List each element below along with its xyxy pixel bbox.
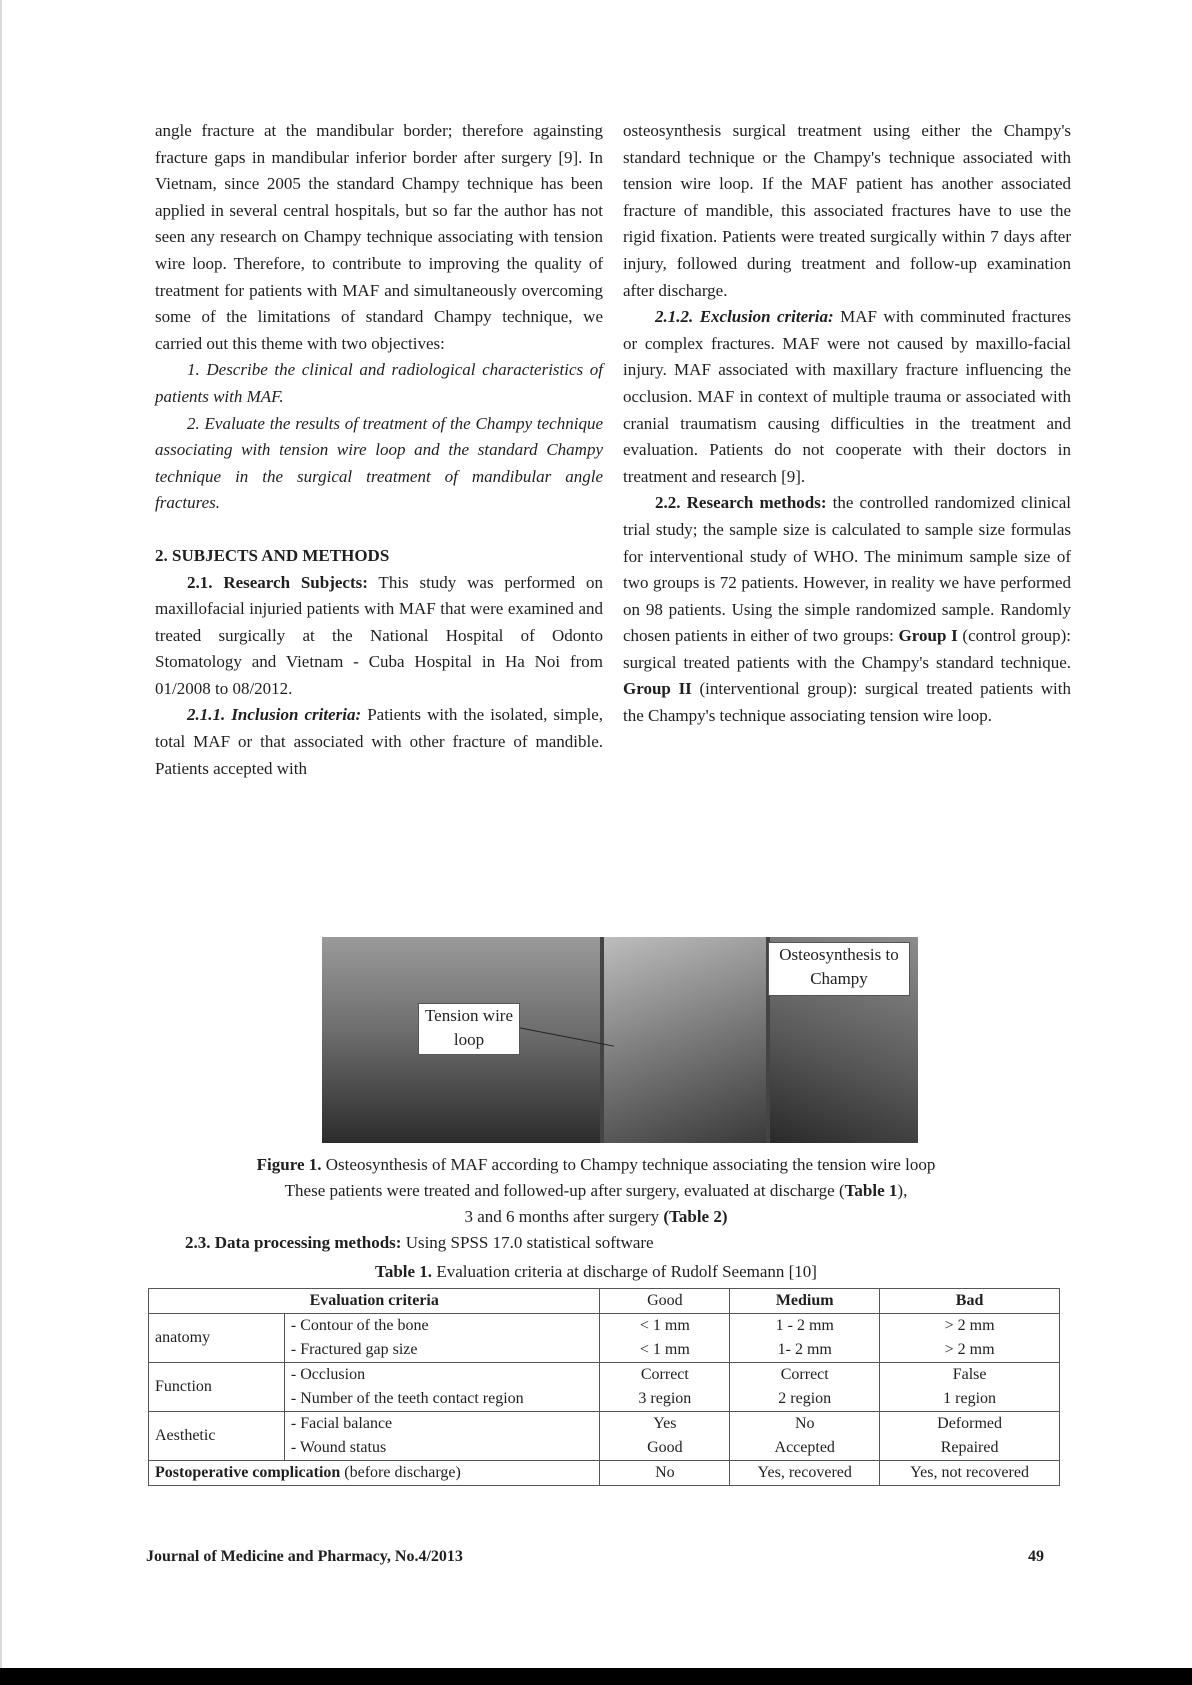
table-cell: Yes, not recovered — [880, 1461, 1060, 1486]
cell-line: 1 region — [943, 1390, 997, 1407]
exclusion-criteria-paragraph — [623, 304, 1071, 490]
data-processing-methods — [185, 1230, 654, 1256]
paragraph-text: This study was performed on maxillofacial injuried patients with MAF that were examined and treated surgically at the National Hospital of Odonto Stomatology and Vietnam - Cuba Hospital in Ha Noi from 01/2008 to 08/2012. — [155, 572, 603, 698]
cell-line: Good — [647, 1439, 683, 1456]
table-row — [149, 1461, 1060, 1486]
table-cell — [284, 1412, 600, 1461]
cell-line: Correct — [780, 1366, 829, 1383]
table-category-cell: Function — [149, 1363, 285, 1412]
cell-line: 1- 2 mm — [777, 1341, 832, 1358]
group-1-label: Group I — [898, 626, 958, 646]
table-header-row — [149, 1289, 1060, 1314]
paragraph-text: the controlled randomized clinical trial study; the sample size is calculated to sample size formulas for interventional study of WHO. The minimum sample size of two groups is 72 patients. However, in reality we have performed on 98 patients. Using the simple randomized sample. Randomly chosen patients in either of two groups: — [623, 493, 1071, 646]
cell-line: - Number of the teeth contact region — [290, 1390, 524, 1407]
row-label-bold: Postoperative complication — [155, 1464, 341, 1481]
table-cell — [284, 1314, 600, 1363]
table-ref: (Table 2) — [663, 1207, 728, 1226]
figure-1-photos — [322, 937, 918, 1143]
table-cell — [880, 1314, 1060, 1363]
table-cell — [880, 1363, 1060, 1412]
table-category-cell: anatomy — [149, 1314, 285, 1363]
paragraph: angle fracture at the mandibular border; therefore againsting fracture gaps in mandibular inferior border after surgery [9]. In Vietnam, since 2005 the standard Champy technique has been applied in several central hospitals, but so far the author has not seen any research on Champy technique associating with tension wire loop. Therefore, to contribute to improving the quality of treatment for patients with MAF and simultaneously overcoming some of the limitations of standard Champy technique, we carried out this theme with two objectives: — [155, 121, 603, 353]
table-cell: Yes, recovered — [730, 1461, 880, 1486]
paragraph-text: (control group): surgical treated patients with the Champy's standard technique. — [623, 626, 1071, 672]
cell-line: False — [952, 1366, 987, 1383]
table-row — [149, 1314, 1060, 1363]
table-header-cell: Good — [600, 1289, 730, 1314]
row-label-rest: (before discharge) — [340, 1464, 461, 1481]
table-cell — [284, 1363, 600, 1412]
section-heading: 2. SUBJECTS AND METHODS — [155, 545, 390, 565]
table-cell — [600, 1363, 730, 1412]
table-cell — [600, 1314, 730, 1363]
follow-up-text-part: These patients were treated and followed-up after surgery, evaluated at discharge ( — [284, 1181, 845, 1200]
cell-line: > 2 mm — [944, 1317, 995, 1334]
table-header-cell: Evaluation criteria — [149, 1289, 600, 1314]
page-number: 49 — [1028, 1548, 1044, 1565]
cell-line: No — [794, 1415, 815, 1432]
paragraph-text: Using SPSS 17.0 statistical software — [401, 1233, 654, 1252]
group-2-label: Group II — [623, 679, 692, 699]
subsection-label: 2.1.1. Inclusion criteria: — [187, 705, 362, 725]
subsection-label: 2.1.2. Exclusion criteria: — [655, 307, 834, 327]
paragraph-text: (interventional group): surgical treated patients with the Champy's technique associating tension wire loop. — [623, 679, 1071, 726]
cell-line: Repaired — [940, 1439, 999, 1456]
figure-caption — [130, 1152, 1062, 1178]
research-methods-paragraph — [623, 490, 1071, 729]
paragraph-text: Patients with the isolated, simple, total MAF or that associated with other fracture of mandible. Patients accepted with — [155, 705, 603, 778]
cell-line: Correct — [640, 1366, 689, 1383]
cell-line: 2 region — [778, 1390, 832, 1407]
table-ref: Table 1 — [844, 1181, 898, 1200]
table-row — [149, 1363, 1060, 1412]
left-column — [155, 118, 603, 782]
table-cell — [600, 1412, 730, 1461]
cell-line: < 1 mm — [639, 1341, 690, 1358]
cell-line: - Contour of the bone — [290, 1317, 429, 1334]
research-subjects-paragraph — [155, 570, 603, 703]
inclusion-criteria-paragraph — [155, 702, 603, 782]
follow-up-text-part: 3 and 6 months after surgery — [464, 1207, 664, 1226]
table-row — [149, 1412, 1060, 1461]
table-cell — [730, 1314, 880, 1363]
subsection-label: 2.3. Data processing methods: — [185, 1233, 402, 1252]
cell-line: - Wound status — [290, 1439, 387, 1456]
subsection-label: 2.2. Research methods: — [655, 493, 827, 513]
callout-tension-wire-loop: Tension wire loop — [418, 1003, 520, 1055]
figure-caption-text: Osteosynthesis of MAF according to Champy technique associating the tension wire loop — [321, 1155, 936, 1174]
objective-2: 2. Evaluate the results of treatment of the Champy technique associating with tension wire loop and the standard Champy technique in the surgical treatment of mandibular angle fractures. — [155, 413, 603, 513]
cell-line: - Facial balance — [290, 1415, 393, 1432]
table-cell — [880, 1412, 1060, 1461]
scan-bottom-bar — [0, 1668, 1192, 1685]
cell-line: - Occlusion — [290, 1366, 366, 1383]
journal-footer: Journal of Medicine and Pharmacy, No.4/2013 — [146, 1548, 463, 1565]
cell-line: Deformed — [937, 1415, 1002, 1432]
table-cell — [730, 1412, 880, 1461]
follow-up-text-part: ), — [897, 1181, 908, 1200]
callout-osteosynthesis: Osteosynthesis to Champy — [768, 942, 910, 996]
table-caption — [130, 1259, 1062, 1285]
figure-caption-label: Figure 1. — [256, 1155, 322, 1174]
cell-line: - Fractured gap size — [290, 1341, 418, 1358]
cell-line: 3 region — [638, 1390, 692, 1407]
table-cell: No — [600, 1461, 730, 1486]
table-category-cell — [149, 1461, 600, 1486]
cell-line: Yes — [653, 1415, 677, 1432]
paragraph-text: MAF with comminuted fractures or complex fractures. MAF were not caused by maxillo-facial injury. MAF associated with maxillary fracture influencing the occlusion. MAF in context of multiple trauma or associated with cranial traumatism causing difficulties in the treatment and evaluation. Patients do not cooperate with their doctors in treatment and research [9]. — [623, 307, 1071, 486]
table-caption-label: Table 1. — [375, 1262, 433, 1281]
table-header-cell: Medium — [730, 1289, 880, 1314]
follow-up-text-line — [130, 1204, 1062, 1230]
subsection-label: 2.1. Research Subjects: — [187, 572, 368, 592]
right-column — [623, 118, 1071, 730]
surgical-photo — [604, 937, 766, 1143]
table-cell — [730, 1363, 880, 1412]
cell-line: Accepted — [774, 1439, 835, 1456]
cell-line: < 1 mm — [639, 1317, 690, 1334]
paragraph: osteosynthesis surgical treatment using either the Champy's standard technique or the Champy's technique associated with tension wire loop. If the MAF patient has another associated fracture of mandible, this associated fractures have to use the rigid fixation. Patients were treated surgically within 7 days after injury, followed during treatment and follow-up examination after discharge. — [623, 121, 1071, 300]
table-category-cell: Aesthetic — [149, 1412, 285, 1461]
follow-up-text — [130, 1178, 1062, 1204]
objective-1: 1. Describe the clinical and radiological characteristics of patients with MAF. — [155, 360, 603, 406]
table-caption-text: Evaluation criteria at discharge of Rudolf Seemann [10] — [432, 1262, 817, 1281]
table-header-cell: Bad — [880, 1289, 1060, 1314]
cell-line: > 2 mm — [944, 1341, 995, 1358]
cell-line: 1 - 2 mm — [775, 1317, 834, 1334]
evaluation-criteria-table — [148, 1288, 1060, 1486]
